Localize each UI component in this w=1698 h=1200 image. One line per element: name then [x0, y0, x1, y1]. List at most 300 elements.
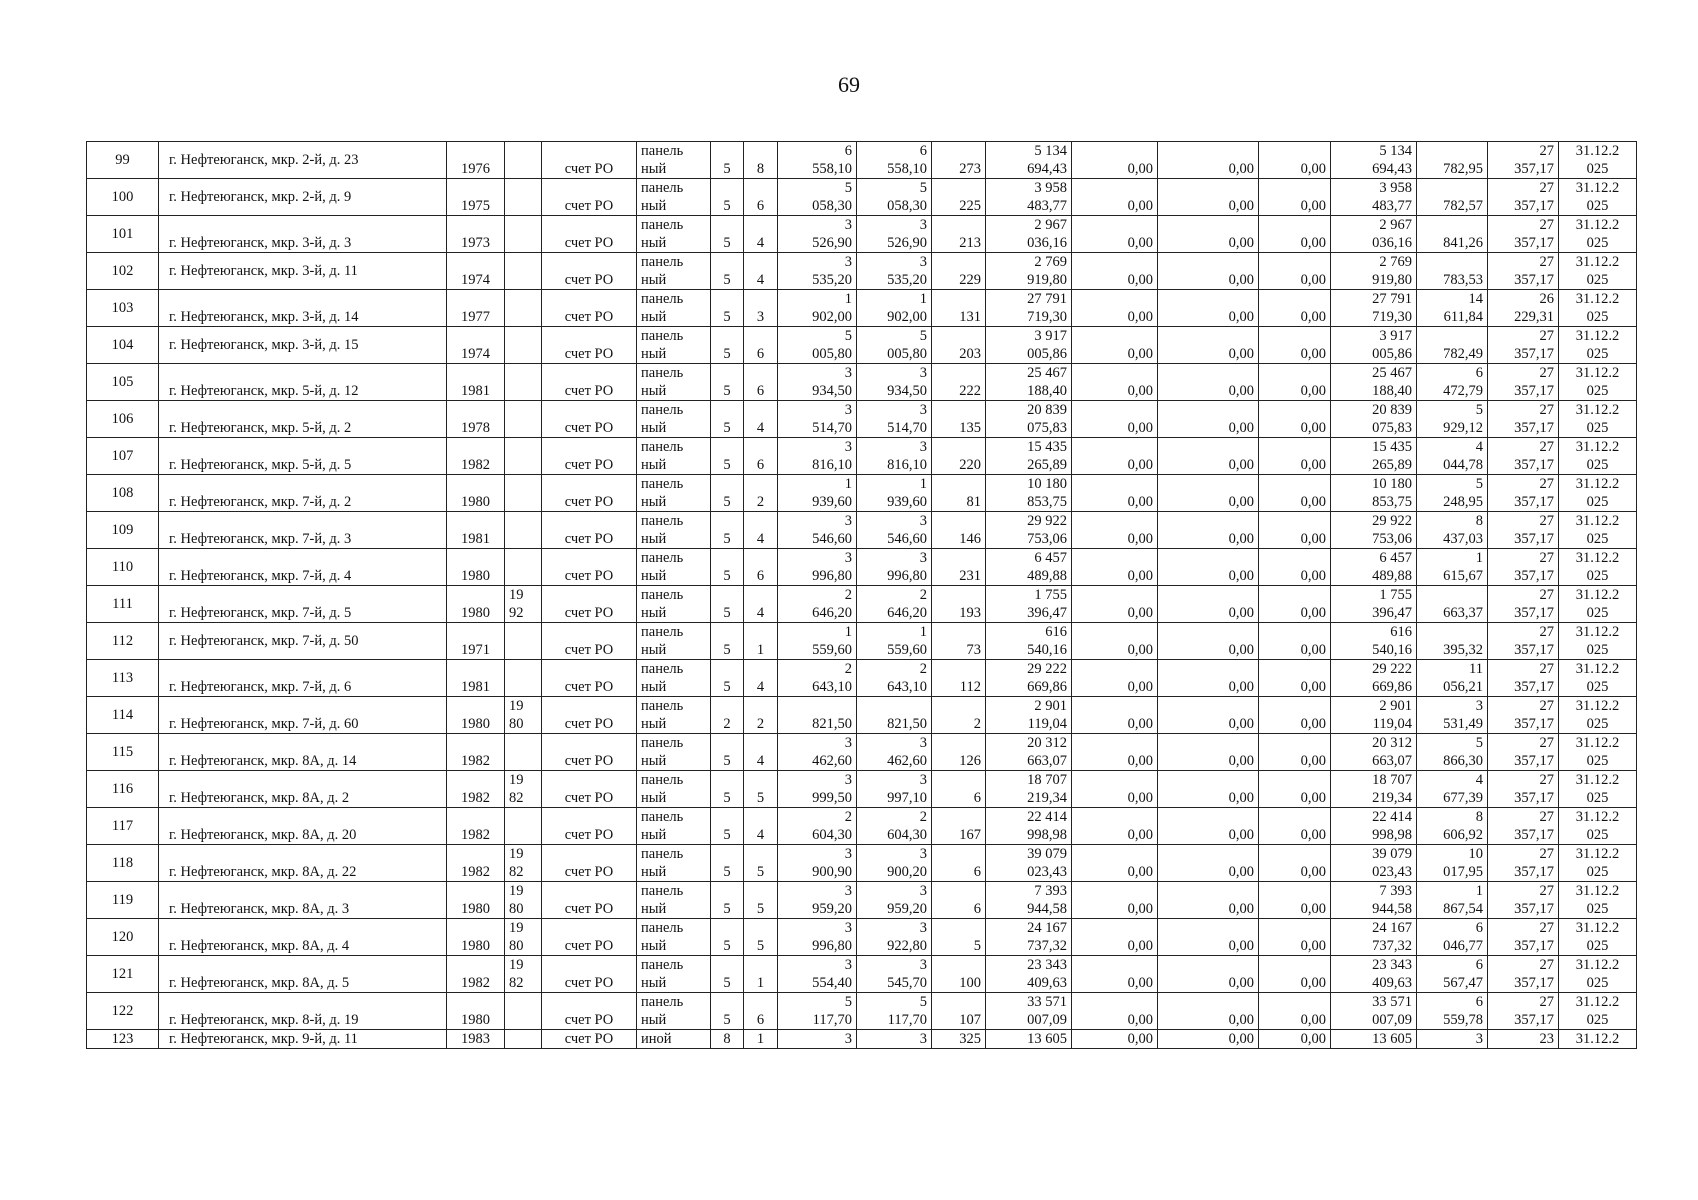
cell-entrances: 4 [744, 512, 778, 549]
cell-deadline: 31.12.2 025 [1559, 179, 1637, 216]
cell-total-cost: 33 571 007,09 [986, 993, 1072, 1030]
cell-unit-cost: 8 606,92 [1417, 808, 1488, 845]
cell-total-cost: 27 791 719,30 [986, 290, 1072, 327]
cell-entrances: 6 [744, 364, 778, 401]
cell-max-unit-cost: 27 357,17 [1488, 919, 1559, 956]
cell-floors: 5 [711, 993, 744, 1030]
cell-total-area: 3 959,20 [778, 882, 857, 919]
cell-total-cost: 24 167 737,32 [986, 919, 1072, 956]
cell-build-year: 1975 [447, 179, 505, 216]
cell-address: г. Нефтеюганск, мкр. 8А, д. 14 [159, 734, 447, 771]
cell-total-cost: 25 467 188,40 [986, 364, 1072, 401]
cell-unit-cost: 663,37 [1417, 586, 1488, 623]
cell-unit-cost: 5 929,12 [1417, 401, 1488, 438]
cell-max-unit-cost: 27 357,17 [1488, 734, 1559, 771]
cell-fund-federal: 0,00 [1072, 253, 1158, 290]
cell-row-number: 107 [87, 438, 159, 475]
cell-residential-area: 5 058,30 [857, 179, 932, 216]
cell-residential-area: 3 997,10 [857, 771, 932, 808]
cell-row-number: 112 [87, 623, 159, 660]
cell-total-cost: 29 222 669,86 [986, 660, 1072, 697]
table-row [87, 179, 1637, 216]
cell-max-unit-cost: 23 [1488, 1030, 1559, 1049]
cell-fund-municipal: 0,00 [1259, 623, 1331, 660]
cell-deadline: 31.12.2 025 [1559, 660, 1637, 697]
cell-deadline: 31.12.2 025 [1559, 290, 1637, 327]
cell-unit-cost: 395,32 [1417, 623, 1488, 660]
cell-fund-municipal: 0,00 [1259, 290, 1331, 327]
cell-fund-owners: 1 755 396,47 [1331, 586, 1417, 623]
cell-fund-regional: 0,00 [1158, 253, 1259, 290]
cell-fund-source: счет РО [542, 697, 637, 734]
cell-max-unit-cost: 27 357,17 [1488, 438, 1559, 475]
cell-fund-owners: 15 435 265,89 [1331, 438, 1417, 475]
cell-fund-municipal: 0,00 [1259, 734, 1331, 771]
cell-max-unit-cost: 27 357,17 [1488, 623, 1559, 660]
cell-deadline: 31.12.2 025 [1559, 512, 1637, 549]
cell-floors: 5 [711, 771, 744, 808]
cell-residents: 6 [932, 882, 986, 919]
cell-build-year: 1980 [447, 697, 505, 734]
cell-total-area: 3 996,80 [778, 549, 857, 586]
cell-residential-area: 1 902,00 [857, 290, 932, 327]
table-row [87, 253, 1637, 290]
cell-deadline: 31.12.2 025 [1559, 808, 1637, 845]
cell-residential-area: 5 005,80 [857, 327, 932, 364]
cell-fund-regional: 0,00 [1158, 623, 1259, 660]
cell-fund-owners: 20 312 663,07 [1331, 734, 1417, 771]
cell-max-unit-cost: 27 357,17 [1488, 956, 1559, 993]
cell-fund-source: счет РО [542, 1030, 637, 1049]
cell-fund-federal: 0,00 [1072, 216, 1158, 253]
cell-total-cost: 20 839 075,83 [986, 401, 1072, 438]
cell-entrances: 6 [744, 549, 778, 586]
cell-floors: 8 [711, 1030, 744, 1049]
cell-deadline: 31.12.2 025 [1559, 401, 1637, 438]
cell-row-number: 120 [87, 919, 159, 956]
table-row [87, 1030, 1637, 1049]
cell-renovation-year [505, 327, 542, 364]
cell-unit-cost: 11 056,21 [1417, 660, 1488, 697]
cell-fund-regional: 0,00 [1158, 882, 1259, 919]
cell-fund-municipal: 0,00 [1259, 586, 1331, 623]
cell-fund-federal: 0,00 [1072, 549, 1158, 586]
cell-total-area: 3 535,20 [778, 253, 857, 290]
cell-max-unit-cost: 27 357,17 [1488, 401, 1559, 438]
cell-fund-federal: 0,00 [1072, 993, 1158, 1030]
cell-unit-cost: 4 677,39 [1417, 771, 1488, 808]
cell-row-number: 108 [87, 475, 159, 512]
cell-residents: 220 [932, 438, 986, 475]
cell-total-cost: 10 180 853,75 [986, 475, 1072, 512]
cell-fund-owners: 33 571 007,09 [1331, 993, 1417, 1030]
cell-address: г. Нефтеюганск, мкр. 8А, д. 22 [159, 845, 447, 882]
cell-fund-municipal: 0,00 [1259, 142, 1331, 179]
cell-renovation-year [505, 1030, 542, 1049]
cell-deadline: 31.12.2 025 [1559, 697, 1637, 734]
cell-address: г. Нефтеюганск, мкр. 8-й, д. 19 [159, 993, 447, 1030]
cell-total-area: 5 005,80 [778, 327, 857, 364]
cell-wall-material: панель ный [637, 771, 711, 808]
cell-residential-area: 2 646,20 [857, 586, 932, 623]
cell-wall-material: панель ный [637, 364, 711, 401]
cell-fund-federal: 0,00 [1072, 179, 1158, 216]
cell-residents: 100 [932, 956, 986, 993]
cell-entrances: 2 [744, 475, 778, 512]
cell-wall-material: панель ный [637, 586, 711, 623]
cell-address: г. Нефтеюганск, мкр. 3-й, д. 3 [159, 216, 447, 253]
cell-entrances: 8 [744, 142, 778, 179]
cell-unit-cost: 5 248,95 [1417, 475, 1488, 512]
cell-fund-municipal: 0,00 [1259, 512, 1331, 549]
cell-wall-material: иной [637, 1030, 711, 1049]
cell-total-area: 3 816,10 [778, 438, 857, 475]
cell-entrances: 6 [744, 993, 778, 1030]
cell-deadline: 31.12.2 [1559, 1030, 1637, 1049]
cell-build-year: 1976 [447, 142, 505, 179]
cell-address: г. Нефтеюганск, мкр. 3-й, д. 11 [159, 253, 447, 290]
cell-fund-federal: 0,00 [1072, 438, 1158, 475]
cell-entrances: 4 [744, 253, 778, 290]
cell-unit-cost: 782,95 [1417, 142, 1488, 179]
cell-wall-material: панель ный [637, 253, 711, 290]
cell-renovation-year [505, 438, 542, 475]
cell-fund-federal: 0,00 [1072, 586, 1158, 623]
cell-floors: 5 [711, 549, 744, 586]
cell-entrances: 1 [744, 1030, 778, 1049]
cell-floors: 5 [711, 586, 744, 623]
cell-fund-source: счет РО [542, 401, 637, 438]
cell-fund-municipal: 0,00 [1259, 882, 1331, 919]
cell-fund-municipal: 0,00 [1259, 364, 1331, 401]
cell-floors: 5 [711, 512, 744, 549]
cell-residential-area: 3 535,20 [857, 253, 932, 290]
cell-row-number: 118 [87, 845, 159, 882]
cell-total-area: 1 559,60 [778, 623, 857, 660]
cell-residential-area: 3 526,90 [857, 216, 932, 253]
cell-fund-federal: 0,00 [1072, 771, 1158, 808]
cell-address: г. Нефтеюганск, мкр. 2-й, д. 23 [159, 142, 447, 179]
cell-fund-regional: 0,00 [1158, 290, 1259, 327]
cell-renovation-year [505, 475, 542, 512]
cell-fund-source: счет РО [542, 623, 637, 660]
cell-renovation-year [505, 549, 542, 586]
cell-build-year: 1978 [447, 401, 505, 438]
cell-residents: 203 [932, 327, 986, 364]
cell-fund-municipal: 0,00 [1259, 327, 1331, 364]
cell-fund-regional: 0,00 [1158, 697, 1259, 734]
cell-total-area: 3 999,50 [778, 771, 857, 808]
cell-unit-cost: 6 559,78 [1417, 993, 1488, 1030]
cell-fund-owners: 3 917 005,86 [1331, 327, 1417, 364]
cell-renovation-year [505, 290, 542, 327]
cell-residential-area: 3 922,80 [857, 919, 932, 956]
cell-fund-regional: 0,00 [1158, 216, 1259, 253]
cell-fund-federal: 0,00 [1072, 1030, 1158, 1049]
cell-max-unit-cost: 27 357,17 [1488, 882, 1559, 919]
table-row [87, 697, 1637, 734]
cell-deadline: 31.12.2 025 [1559, 438, 1637, 475]
cell-build-year: 1981 [447, 512, 505, 549]
cell-fund-source: счет РО [542, 253, 637, 290]
cell-residential-area: 2 643,10 [857, 660, 932, 697]
cell-total-area: 2 604,30 [778, 808, 857, 845]
cell-max-unit-cost: 27 357,17 [1488, 216, 1559, 253]
cell-row-number: 106 [87, 401, 159, 438]
cell-residents: 73 [932, 623, 986, 660]
cell-wall-material: панель ный [637, 623, 711, 660]
cell-residents: 146 [932, 512, 986, 549]
cell-total-cost: 20 312 663,07 [986, 734, 1072, 771]
cell-fund-regional: 0,00 [1158, 512, 1259, 549]
cell-fund-source: счет РО [542, 660, 637, 697]
cell-fund-federal: 0,00 [1072, 290, 1158, 327]
cell-renovation-year [505, 734, 542, 771]
cell-row-number: 105 [87, 364, 159, 401]
cell-wall-material: панель ный [637, 438, 711, 475]
table-row [87, 734, 1637, 771]
cell-max-unit-cost: 27 357,17 [1488, 808, 1559, 845]
cell-fund-municipal: 0,00 [1259, 771, 1331, 808]
cell-entrances: 4 [744, 734, 778, 771]
cell-fund-federal: 0,00 [1072, 956, 1158, 993]
cell-max-unit-cost: 27 357,17 [1488, 697, 1559, 734]
cell-fund-source: счет РО [542, 993, 637, 1030]
cell-build-year: 1982 [447, 771, 505, 808]
cell-total-cost: 29 922 753,06 [986, 512, 1072, 549]
cell-entrances: 6 [744, 179, 778, 216]
cell-fund-source: счет РО [542, 327, 637, 364]
cell-unit-cost: 4 044,78 [1417, 438, 1488, 475]
cell-build-year: 1980 [447, 549, 505, 586]
cell-row-number: 104 [87, 327, 159, 364]
cell-fund-municipal: 0,00 [1259, 401, 1331, 438]
cell-build-year: 1982 [447, 956, 505, 993]
cell-fund-owners: 2 901 119,04 [1331, 697, 1417, 734]
cell-fund-source: счет РО [542, 290, 637, 327]
cell-residential-area: 3 514,70 [857, 401, 932, 438]
cell-residents: 81 [932, 475, 986, 512]
cell-renovation-year [505, 179, 542, 216]
cell-renovation-year: 19 80 [505, 919, 542, 956]
cell-row-number: 117 [87, 808, 159, 845]
table-row [87, 475, 1637, 512]
cell-total-area: 821,50 [778, 697, 857, 734]
cell-address: г. Нефтеюганск, мкр. 8А, д. 4 [159, 919, 447, 956]
cell-deadline: 31.12.2 025 [1559, 623, 1637, 660]
cell-residents: 273 [932, 142, 986, 179]
cell-floors: 2 [711, 697, 744, 734]
cell-floors: 5 [711, 808, 744, 845]
cell-deadline: 31.12.2 025 [1559, 253, 1637, 290]
cell-max-unit-cost: 26 229,31 [1488, 290, 1559, 327]
cell-row-number: 115 [87, 734, 159, 771]
cell-fund-municipal: 0,00 [1259, 179, 1331, 216]
cell-fund-municipal: 0,00 [1259, 660, 1331, 697]
cell-deadline: 31.12.2 025 [1559, 586, 1637, 623]
cell-unit-cost: 783,53 [1417, 253, 1488, 290]
cell-max-unit-cost: 27 357,17 [1488, 327, 1559, 364]
cell-address: г. Нефтеюганск, мкр. 7-й, д. 5 [159, 586, 447, 623]
cell-fund-federal: 0,00 [1072, 475, 1158, 512]
cell-fund-source: счет РО [542, 475, 637, 512]
cell-max-unit-cost: 27 357,17 [1488, 142, 1559, 179]
cell-total-cost: 23 343 409,63 [986, 956, 1072, 993]
cell-total-cost: 2 769 919,80 [986, 253, 1072, 290]
cell-build-year: 1980 [447, 475, 505, 512]
cell-fund-regional: 0,00 [1158, 956, 1259, 993]
cell-fund-owners: 2 769 919,80 [1331, 253, 1417, 290]
cell-renovation-year: 19 80 [505, 697, 542, 734]
cell-fund-municipal: 0,00 [1259, 438, 1331, 475]
cell-address: г. Нефтеюганск, мкр. 2-й, д. 9 [159, 179, 447, 216]
cell-wall-material: панель ный [637, 808, 711, 845]
cell-fund-municipal: 0,00 [1259, 919, 1331, 956]
cell-residential-area: 1 559,60 [857, 623, 932, 660]
cell-residents: 167 [932, 808, 986, 845]
cell-fund-federal: 0,00 [1072, 919, 1158, 956]
cell-build-year: 1974 [447, 327, 505, 364]
cell-fund-federal: 0,00 [1072, 623, 1158, 660]
cell-build-year: 1980 [447, 882, 505, 919]
cell-wall-material: панель ный [637, 660, 711, 697]
cell-row-number: 109 [87, 512, 159, 549]
cell-fund-regional: 0,00 [1158, 364, 1259, 401]
cell-deadline: 31.12.2 025 [1559, 475, 1637, 512]
cell-residential-area: 3 545,70 [857, 956, 932, 993]
cell-total-area: 3 462,60 [778, 734, 857, 771]
cell-fund-federal: 0,00 [1072, 734, 1158, 771]
cell-renovation-year [505, 512, 542, 549]
cell-floors: 5 [711, 882, 744, 919]
cell-wall-material: панель ный [637, 919, 711, 956]
cell-unit-cost: 1 867,54 [1417, 882, 1488, 919]
cell-fund-regional: 0,00 [1158, 401, 1259, 438]
cell-renovation-year [505, 623, 542, 660]
cell-build-year: 1982 [447, 438, 505, 475]
cell-residents: 213 [932, 216, 986, 253]
table-row [87, 956, 1637, 993]
cell-fund-federal: 0,00 [1072, 660, 1158, 697]
cell-row-number: 101 [87, 216, 159, 253]
cell-fund-federal: 0,00 [1072, 142, 1158, 179]
cell-wall-material: панель ный [637, 401, 711, 438]
cell-unit-cost: 5 866,30 [1417, 734, 1488, 771]
cell-max-unit-cost: 27 357,17 [1488, 253, 1559, 290]
cell-max-unit-cost: 27 357,17 [1488, 475, 1559, 512]
cell-fund-source: счет РО [542, 142, 637, 179]
table-row [87, 401, 1637, 438]
cell-entrances: 5 [744, 882, 778, 919]
cell-residents: 229 [932, 253, 986, 290]
cell-residential-area: 6 558,10 [857, 142, 932, 179]
cell-fund-regional: 0,00 [1158, 845, 1259, 882]
cell-renovation-year: 19 82 [505, 771, 542, 808]
cell-wall-material: панель ный [637, 142, 711, 179]
cell-row-number: 119 [87, 882, 159, 919]
cell-residents: 107 [932, 993, 986, 1030]
cell-renovation-year: 19 92 [505, 586, 542, 623]
cell-address: г. Нефтеюганск, мкр. 7-й, д. 60 [159, 697, 447, 734]
cell-fund-federal: 0,00 [1072, 364, 1158, 401]
cell-entrances: 4 [744, 660, 778, 697]
cell-wall-material: панель ный [637, 290, 711, 327]
cell-entrances: 4 [744, 216, 778, 253]
cell-residents: 126 [932, 734, 986, 771]
cell-renovation-year [505, 660, 542, 697]
cell-address: г. Нефтеюганск, мкр. 3-й, д. 15 [159, 327, 447, 364]
cell-build-year: 1981 [447, 660, 505, 697]
cell-address: г. Нефтеюганск, мкр. 8А, д. 2 [159, 771, 447, 808]
cell-unit-cost: 782,57 [1417, 179, 1488, 216]
cell-deadline: 31.12.2 025 [1559, 734, 1637, 771]
cell-fund-federal: 0,00 [1072, 697, 1158, 734]
cell-unit-cost: 782,49 [1417, 327, 1488, 364]
cell-row-number: 122 [87, 993, 159, 1030]
cell-residents: 112 [932, 660, 986, 697]
cell-total-area: 2 646,20 [778, 586, 857, 623]
cell-fund-federal: 0,00 [1072, 401, 1158, 438]
cell-build-year: 1977 [447, 290, 505, 327]
cell-deadline: 31.12.2 025 [1559, 216, 1637, 253]
cell-address: г. Нефтеюганск, мкр. 7-й, д. 2 [159, 475, 447, 512]
cell-address: г. Нефтеюганск, мкр. 7-й, д. 50 [159, 623, 447, 660]
cell-fund-source: счет РО [542, 512, 637, 549]
cell-deadline: 31.12.2 025 [1559, 327, 1637, 364]
cell-entrances: 5 [744, 845, 778, 882]
cell-fund-owners: 24 167 737,32 [1331, 919, 1417, 956]
cell-total-cost: 1 755 396,47 [986, 586, 1072, 623]
cell-residents: 135 [932, 401, 986, 438]
cell-entrances: 5 [744, 919, 778, 956]
cell-fund-regional: 0,00 [1158, 919, 1259, 956]
cell-floors: 5 [711, 401, 744, 438]
cell-total-cost: 2 901 119,04 [986, 697, 1072, 734]
cell-address: г. Нефтеюганск, мкр. 7-й, д. 3 [159, 512, 447, 549]
cell-fund-owners: 2 967 036,16 [1331, 216, 1417, 253]
cell-residents: 325 [932, 1030, 986, 1049]
cell-wall-material: панель ный [637, 734, 711, 771]
cell-total-cost: 2 967 036,16 [986, 216, 1072, 253]
cell-build-year: 1981 [447, 364, 505, 401]
cell-fund-owners: 25 467 188,40 [1331, 364, 1417, 401]
cell-total-area: 6 558,10 [778, 142, 857, 179]
cell-max-unit-cost: 27 357,17 [1488, 549, 1559, 586]
cell-fund-owners: 3 958 483,77 [1331, 179, 1417, 216]
cell-max-unit-cost: 27 357,17 [1488, 364, 1559, 401]
cell-fund-regional: 0,00 [1158, 734, 1259, 771]
cell-row-number: 100 [87, 179, 159, 216]
cell-fund-municipal: 0,00 [1259, 993, 1331, 1030]
cell-fund-source: счет РО [542, 919, 637, 956]
cell-residents: 131 [932, 290, 986, 327]
cell-address: г. Нефтеюганск, мкр. 8А, д. 3 [159, 882, 447, 919]
cell-row-number: 99 [87, 142, 159, 179]
cell-total-area: 1 902,00 [778, 290, 857, 327]
cell-total-area: 3 526,90 [778, 216, 857, 253]
cell-deadline: 31.12.2 025 [1559, 549, 1637, 586]
cell-entrances: 6 [744, 327, 778, 364]
cell-row-number: 114 [87, 697, 159, 734]
cell-floors: 5 [711, 660, 744, 697]
cell-renovation-year [505, 993, 542, 1030]
cell-fund-source: счет РО [542, 438, 637, 475]
cell-floors: 5 [711, 179, 744, 216]
cell-wall-material: панель ный [637, 549, 711, 586]
cell-renovation-year: 19 82 [505, 845, 542, 882]
cell-floors: 5 [711, 364, 744, 401]
cell-fund-municipal: 0,00 [1259, 808, 1331, 845]
